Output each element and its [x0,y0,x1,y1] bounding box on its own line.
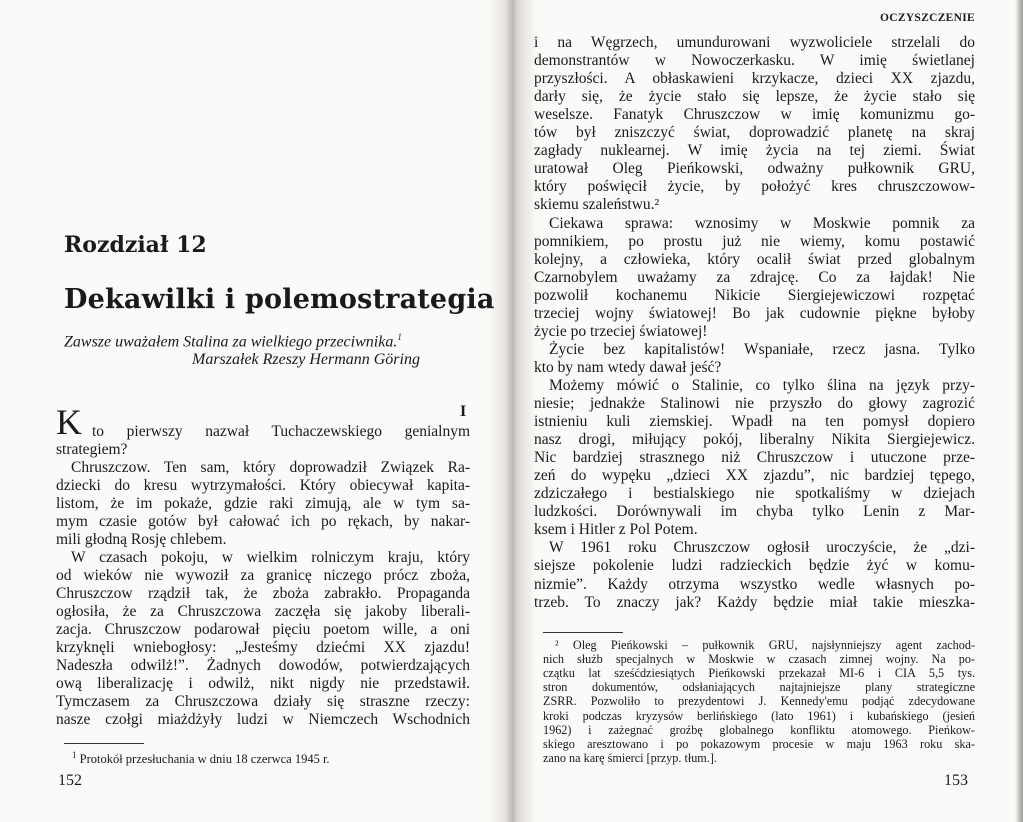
text-line: Czarnobylem uważamy za zdrajcę. Co za łajdak! Nie [534,268,975,286]
text-line: nasze czołgi miażdżyły ludzi w Niemczech Wschodnich [56,711,470,728]
book-gutter [488,0,536,822]
text-line: Nic bardziej strasznego niż Chruszczow i utuczone prze- [534,449,975,467]
footnote-line: ² Oleg Pieńkowski – pułkownik GRU, najsłynniejszy agent zachod- [555,638,975,652]
text-line: krzyknęli wniebogłosy: „Jesteśmy dziećmi XX zjazdu! [56,639,470,656]
text-line: który poświęcił życie, by położyć kres chruszczowow- [534,178,975,196]
text-line: trzeciej wojny światowej! Bo jak cudownie piękne byłoby [534,304,975,322]
section-number: I [460,403,467,420]
footnote-rule [64,743,144,744]
text-line: Ciekawa sprawa: wznosimy w Moskwie pomnik za [549,214,975,232]
text-line: istnieniu kuli ziemskiej. Wpadł na ten pomysł dopiero [534,413,975,431]
drop-cap: K [56,402,82,442]
text-line: weselsze. Fanatyk Chruszczow w imię komunizmu go- [534,106,975,124]
text-line: trzeb. To znaczy jak? Każdy będzie miał takie mieszka- [534,593,975,611]
text-line: i na Węgrzech, umundurowani wyzwoliciele strzelali do [534,34,975,51]
text-line: życie po trzeciej światowej! [534,322,708,340]
footnote-line: nich służb specjalnych w Moskwie w czasach zimnej wojny. Na po- [543,652,975,667]
footnote-ref: 1 [397,332,402,342]
text-line: zagłady nuklearnej. W imię życia na tej ziemi. Świat [534,142,975,160]
text-line: W czasach pokoju, w wielkim rolniczym kraju, który [71,549,470,566]
text-line: pozwolił kochanemu Nikicie Siergiejewiczowi rozpętać [534,286,975,304]
chapter-label: Rozdział 12 [64,232,207,258]
text-line: tów był zniszczyć świat, doprowadzić planetę na skraj [534,124,975,142]
text-line: pomnikiem, po prostu już nie wiemy, komu postawić [534,232,975,250]
footnote-line: skiego aresztowano i po pokazowym procesie w maju 1963 roku ska- [543,736,975,751]
text-line: Życie bez kapitalistów! Wspaniałe, rzecz jasna. Tylko [549,340,975,358]
text-line: mym czasie gotów był całować ich po rękach, by nakar- [56,513,470,530]
footnote-line: stron dokumentów, odsłaniających najtajniejsze plany strategiczne [543,680,975,695]
footnote-text: Protokół przesłuchania w dniu 18 czerwca 1945 r. [79,752,330,767]
text-line: kto by nam wtedy dawał jeść? [534,358,722,376]
footnote-1 [72,748,330,767]
text-line: uratował Oleg Pieńkowski, odważny pułkownik GRU, [534,160,975,178]
text-line: W 1961 roku Chruszczow ogłosił uroczyście, że „dzi- [549,539,975,557]
text-line: nasz drogi, miłujący pokój, liberalny Nikita Siergiejewicz. [534,431,975,449]
text-line: Nadeszła odwilż!”. Żadnych dowodów, potwierdzających [56,657,470,674]
footnote-line: czątku lat sześćdziesiątych Pieńkowski przekazał MI-6 i CIA 5,5 tys. [543,666,975,681]
text-line: skiemu szaleństwu.² [534,196,660,214]
text-line: od wieków nie wywoził za granicę niczego prócz zboża, [56,567,470,584]
text-line: niesie; jednakże Stalinowi nie przyszło do głowy zagrozić [534,395,975,412]
text-line: Możemy mówić o Stalinie, co tylko ślina na język przy- [549,376,975,394]
footnote-line: zano na karę śmierci [przyp. tłum.]. [543,750,717,765]
page-number-right: 153 [944,772,968,789]
text-line: kolejny, a człowieka, który ocalił świat przed globalnym [534,250,975,268]
text-line: Tymczasem za Chruszczowa działy się straszne rzeczy: [56,693,470,710]
text-line: zeń do wypęku „dzieci XX zjazdu”, nic bardziej tępego, [534,467,975,485]
footnote-ref: 1 [72,750,77,760]
epigraph-text: Zawsze uważałem Stalina za wielkiego przeciwnika. [64,333,398,351]
footnote-line: ZSRR. Pozwoliło to prezydentowi J. Kennedy'emu podjąć zdecydowane [543,694,975,709]
text-line: ksem i Hitler z Pol Potem. [534,521,698,539]
text-line: dziecki do kresu wytrzymałości. Który obiecywał kapita- [56,477,470,494]
text-line: nizmie”. Każdy otrzyma wszystko wedle własnych po- [534,575,975,593]
text-line: ludzkości. Dorównywali im chyba tylko Lenin z Mar- [534,503,975,521]
page-edge-shadow [1015,0,1023,822]
text-line: ową liberalizację i odwilż, nikt nigdy nie przedstawił. [56,675,470,692]
text-line: siejsze pokolenie ludzi radzieckich będzie żyć w komu- [534,557,975,575]
text-line: przyszłości. A obłaskawieni krzykacze, dzieci XX zjazdu, [534,70,975,88]
text-line: mili głodną Rosję chlebem. [56,531,227,548]
running-header: OCZYSZCZENIE [880,12,975,24]
epigraph-author: Marszałek Rzeszy Hermann Göring [192,351,420,368]
page-number-left: 152 [58,772,82,789]
epigraph-quote [64,332,402,351]
text-line: to pierwszy nazwał Tuchaczewskiego genialnym [92,423,470,440]
text-line: zacja. Chruszczow podarował pięciu poetom wille, a oni [56,621,470,638]
text-line: demonstrantów w Nowoczerkasku. W imię świetlanej [534,52,975,70]
footnote-rule [543,632,623,633]
text-line: Chruszczow rządził tak, że zboża zabrakło. Propaganda [56,585,470,602]
text-line: strategiem? [56,441,128,458]
footnote-line: 1962) i zażegnać groźbę globalnego konfliktu atomowego. Pieńkow- [543,722,975,737]
text-line: listom, że im pokaże, gdzie raki zimują, ale w tym sa- [56,495,470,512]
text-line: zdziczałego i bestialskiego nie spotkaliśmy w dziejach [534,485,975,503]
text-line: darły się, że życie stało się lepsze, że życie stało się [534,88,975,106]
text-line: ogłosiła, że za Chruszczowa zaczęła się jakoby liberali- [56,603,470,620]
chapter-title: Dekawilki i polemostrategia [64,284,495,315]
footnote-line: kroki podczas kryzysów berlińskiego (lato 1961) i kubańskiego (jesień [543,708,975,723]
text-line: Chruszczow. Ten sam, który doprowadził Związek Ra- [71,459,470,476]
